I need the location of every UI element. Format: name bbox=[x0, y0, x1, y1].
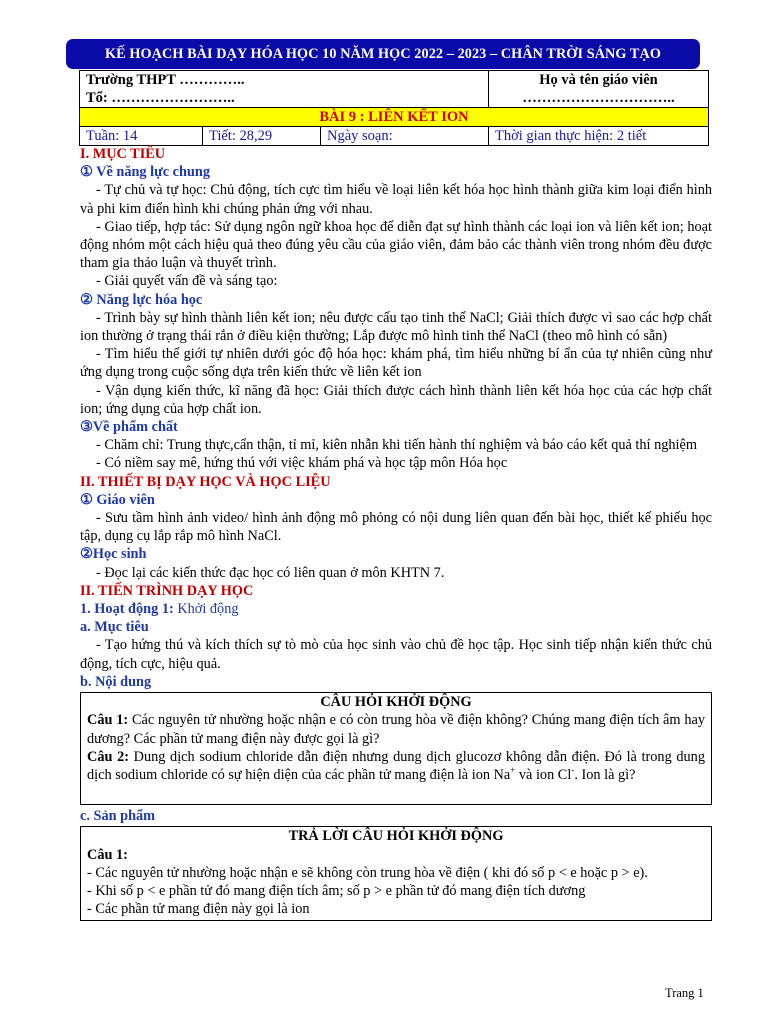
document-banner: KẾ HOẠCH BÀI DẠY HÓA HỌC 10 NĂM HỌC 2022 – 2023 – CHÂN TRỜI SÁNG TẠO bbox=[66, 39, 700, 69]
section-objectives-title: I. MỤC TIÊU bbox=[80, 146, 166, 162]
lesson-title: BÀI 9 : LIÊN KẾT ION bbox=[80, 108, 709, 127]
section-process-title: II. TIẾN TRÌNH DẠY HỌC bbox=[80, 582, 254, 599]
product-title: c. Sản phẩm bbox=[80, 808, 156, 825]
quality-item: - Có niềm say mê, hứng thú với việc khám phá và học tập môn Hóa học bbox=[96, 455, 508, 472]
duration-cell: Thời gian thực hiện: 2 tiết bbox=[489, 127, 709, 146]
question-2-mid: và ion Cl bbox=[515, 766, 572, 783]
teacher-label: Họ và tên giáo viên bbox=[539, 72, 658, 88]
teacher-prep-item: - Sưu tầm hình ảnh video/ hình ảnh động mô phỏng có nội dung liên quan đến bài học, thiết kế phiếu học tập, dụng cụ lắp rắp mô hình NaCl. bbox=[80, 510, 712, 545]
period-cell: Tiết: 28,29 bbox=[203, 127, 321, 146]
chem-item: - Vận dụng kiến thức, kĩ năng đã học: Giải thích được cách hình thành liên kết hóa học của các hợp chất ion; ứng dụng của hợp chất ion. bbox=[80, 382, 712, 417]
teacher-cell bbox=[489, 71, 709, 108]
chem-item: - Trình bày sự hình thành liên kết ion; nêu được cấu tạo tinh thể NaCl; Giải thích được vì sao các hợp chất ion thường ở trạng thái rắn ở điều kiện thường; Lắp được mô hình tinh thể NaCl (theo mô hình có sẵn) bbox=[80, 309, 712, 345]
question-2-end: . Ion là gì? bbox=[574, 766, 636, 783]
question-2 bbox=[87, 748, 705, 784]
answer-1-label: Câu 1: bbox=[87, 846, 128, 863]
question-box bbox=[80, 692, 712, 805]
question-1 bbox=[87, 711, 705, 747]
question-box-title: CÂU HỎI KHỞI ĐỘNG bbox=[320, 694, 472, 711]
activity-prefix: 1. Hoạt động 1: bbox=[80, 601, 178, 618]
general-competence-title: ① Về năng lực chung bbox=[80, 164, 210, 181]
lesson-header-table bbox=[79, 70, 709, 146]
school-name: Trường THPT ………….. bbox=[86, 72, 245, 88]
teacher-name: ………………………….. bbox=[522, 90, 675, 106]
section-equipment-title: II. THIẾT BỊ DẠY HỌC VÀ HỌC LIỆU bbox=[80, 473, 331, 490]
general-item: - Tự chủ và tự học: Chủ động, tích cực tìm hiểu về loại liên kết hóa học hình thành giữa kim loại điển hình và phi kim điển hình khi chúng phản ứng với nhau. bbox=[80, 182, 712, 217]
answer-line: - Khi số p < e phần tử đó mang điện tích âm; số p > e phần tử đó mang điện tích dương bbox=[87, 882, 586, 899]
activity-name: Khởi động bbox=[177, 601, 239, 618]
goal-text: - Tạo hứng thú và kích thích sự tò mò của học sinh vào chủ đề học tập. Học sinh tiếp nhận kiến thức chủ động, tích cực, hiệu quả. bbox=[80, 637, 712, 672]
student-prep-item: - Đọc lại các kiến thức đạc học có liên quan ở môn KHTN 7. bbox=[96, 564, 445, 581]
question-1-text: Các nguyên tử nhường hoặc nhận e có còn trung hòa về điện không? Chúng mang điện tích âm hay dương? Các phần tử mang điện này được gọi là gì? bbox=[87, 712, 705, 747]
page-number: Trang 1 bbox=[665, 986, 704, 1000]
student-prep-title: ②Học sinh bbox=[80, 546, 147, 563]
answer-line: - Các nguyên tử nhường hoặc nhận e sẽ không còn trung hòa về điện ( khi đó số p < e hoặc p > e). bbox=[87, 864, 648, 881]
school-cell bbox=[80, 71, 489, 108]
na-charge: + bbox=[510, 765, 516, 776]
question-2-text: Dung dịch sodium chloride dẫn điện nhưng dung dịch glucozơ không dẫn điện. Đó là trong dung dịch sodium chloride có sự hiện diện của các phần tử mang điện là ion Na bbox=[87, 748, 705, 783]
chem-item: - Tìm hiểu thế giới tự nhiên dưới góc độ hóa học: khám phá, tìm hiểu những bí ẩn của tự nhiên cũng như ứng dụng trong cuộc sống dựa trên kiến thức về liên kết ion bbox=[80, 346, 712, 381]
question-2-label: Câu 2: bbox=[87, 748, 129, 765]
quality-title: ③Về phẩm chất bbox=[80, 419, 178, 436]
answer-box bbox=[80, 826, 712, 921]
content-title: b. Nội dung bbox=[80, 673, 152, 690]
answer-box-title: TRẢ LỜI CÂU HỎI KHỞI ĐỘNG bbox=[288, 828, 504, 845]
general-item: - Giải quyết vấn đề và sáng tạo: bbox=[96, 273, 278, 290]
week-cell: Tuần: 14 bbox=[80, 127, 203, 146]
quality-item: - Chăm chỉ: Trung thực,cẩn thận, tỉ mỉ, kiên nhẫn khi tiến hành thí nghiệm và báo cáo kết quả thí nghiệm bbox=[96, 437, 697, 454]
question-box-spacer bbox=[87, 784, 705, 802]
cl-charge: - bbox=[571, 765, 575, 776]
answer-line: - Các phần tử mang điện này gọi là ion bbox=[87, 901, 310, 918]
teacher-prep-title: ① Giáo viên bbox=[80, 491, 155, 508]
general-item: - Giao tiếp, hợp tác: Sử dụng ngôn ngữ khoa học để diễn đạt sự hình thành các loại ion và liên kết ion; hoạt động nhóm một cách hiệu quả theo đúng yêu cầu của giáo viên, đảm bảo các thành viên trong nhóm đều được tham gia thảo luận và thuyết trình. bbox=[80, 218, 712, 272]
group-name: Tổ: …………………….. bbox=[86, 90, 235, 106]
question-1-label: Câu 1: bbox=[87, 712, 129, 729]
lesson-content bbox=[80, 145, 712, 921]
prep-date-cell: Ngày soạn: bbox=[321, 127, 489, 146]
chem-competence-title: ② Năng lực hóa học bbox=[80, 291, 203, 308]
activity-heading bbox=[80, 600, 712, 618]
goal-title: a. Mục tiêu bbox=[80, 619, 149, 636]
